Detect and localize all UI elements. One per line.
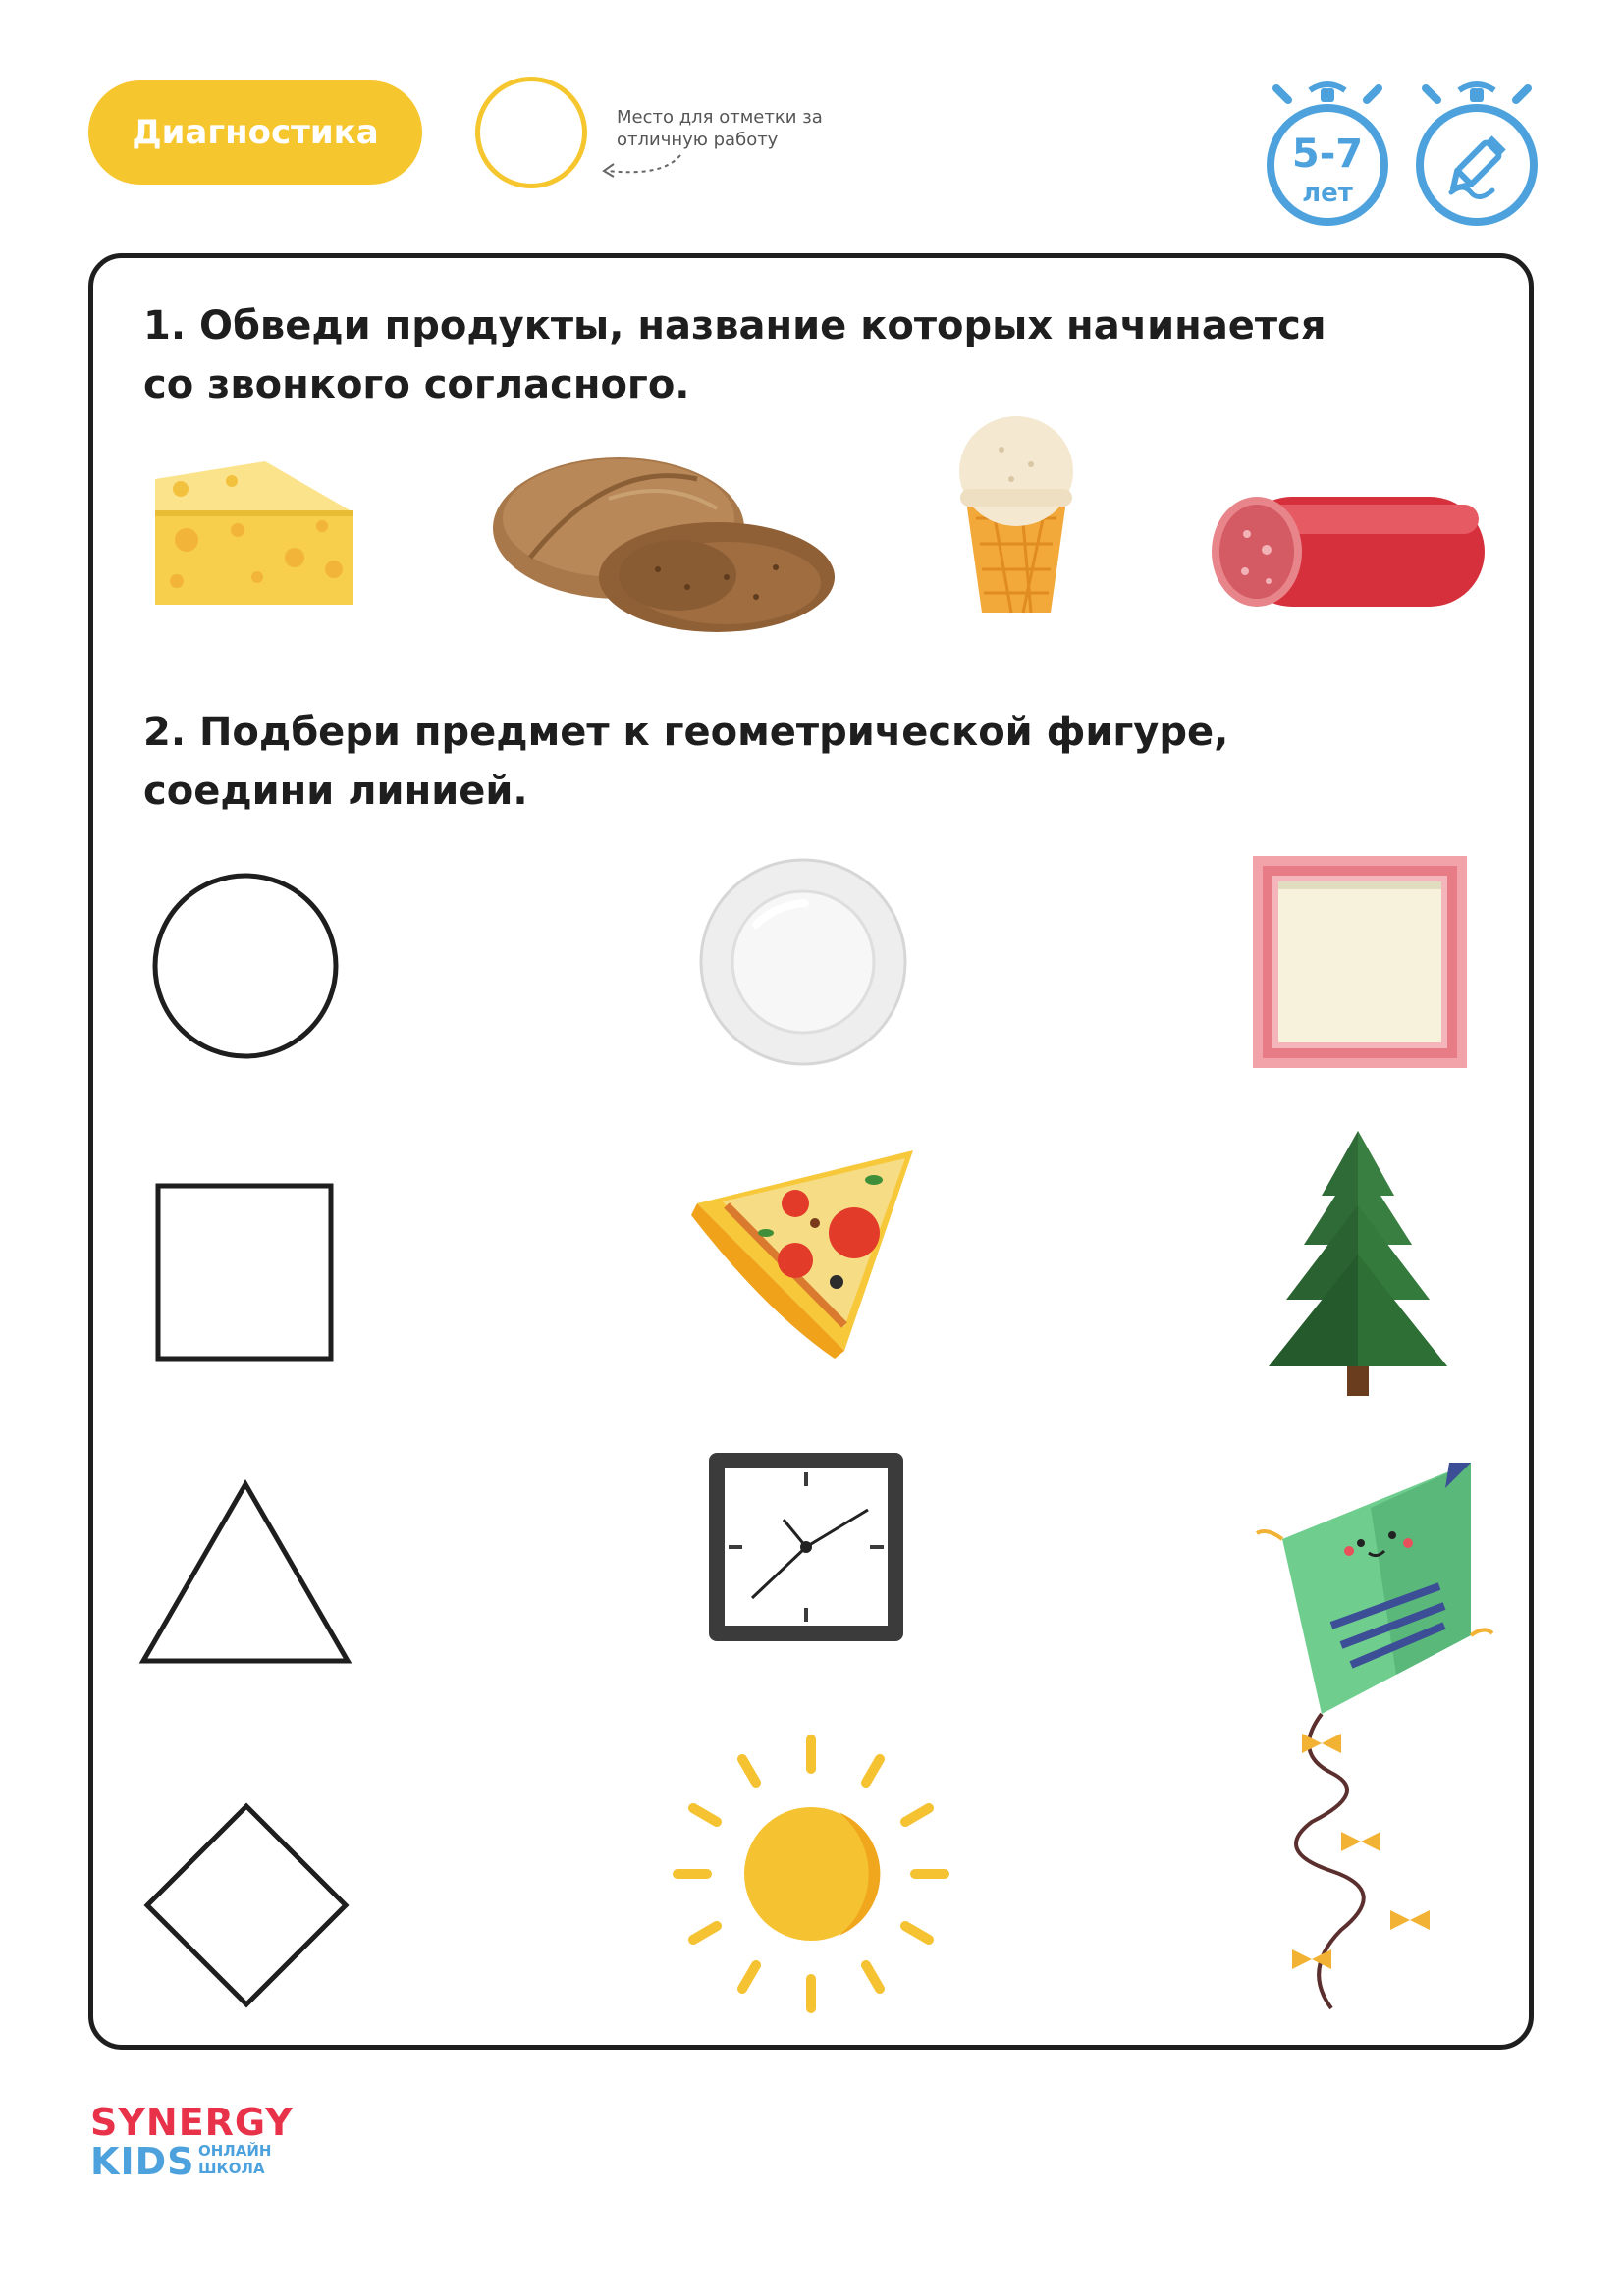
grade-mark-circle[interactable]: [475, 77, 587, 188]
clock-icon[interactable]: [705, 1449, 907, 1645]
sausage-icon[interactable]: [1208, 491, 1492, 613]
triangle-shape[interactable]: [137, 1478, 353, 1669]
sun-icon[interactable]: [672, 1732, 950, 2016]
logo-subtitle: [198, 2142, 271, 2177]
bread-icon[interactable]: [491, 440, 835, 636]
logo-sub-line2: ШКОЛА: [198, 2160, 265, 2177]
age-number: 5-7: [1291, 132, 1364, 177]
logo-kids: KIDS: [90, 2140, 195, 2183]
task2-line2: соедини линией.: [143, 769, 528, 814]
task1-line1: 1. Обведи продукты, название которых начинается: [143, 303, 1326, 348]
logo-synergy: SYNERGY: [90, 2101, 294, 2144]
diagnostics-label: Диагностика: [132, 113, 379, 152]
kite-icon[interactable]: [1253, 1459, 1498, 2014]
fir-tree-icon[interactable]: [1267, 1127, 1449, 1398]
age-badge: [1267, 80, 1404, 228]
logo-sub-line1: ОНЛАЙН: [198, 2142, 272, 2160]
dashed-arrow-icon: [594, 149, 682, 185]
age-unit: лет: [1302, 179, 1353, 208]
task1-line2: со звонкого согласного.: [143, 362, 690, 407]
square-shape[interactable]: [152, 1180, 339, 1366]
plate-icon[interactable]: [697, 856, 909, 1068]
task1-title: [143, 296, 1326, 414]
pen-writing-icon: [1416, 80, 1553, 228]
pizza-slice-icon[interactable]: [687, 1145, 923, 1361]
grade-mark-note: Место для отметки за отличную работу: [617, 107, 823, 150]
picture-frame-icon[interactable]: [1249, 852, 1471, 1072]
ice-cream-icon[interactable]: [952, 410, 1080, 616]
skill-badge: [1416, 80, 1553, 228]
cheese-icon[interactable]: [147, 452, 358, 609]
task2-title: [143, 703, 1228, 821]
circle-shape[interactable]: [147, 868, 344, 1064]
task2-line1: 2. Подбери предмет к геометрической фигуре,: [143, 710, 1229, 755]
diagnostics-badge: [88, 80, 422, 185]
rhombus-shape[interactable]: [141, 1800, 352, 2010]
